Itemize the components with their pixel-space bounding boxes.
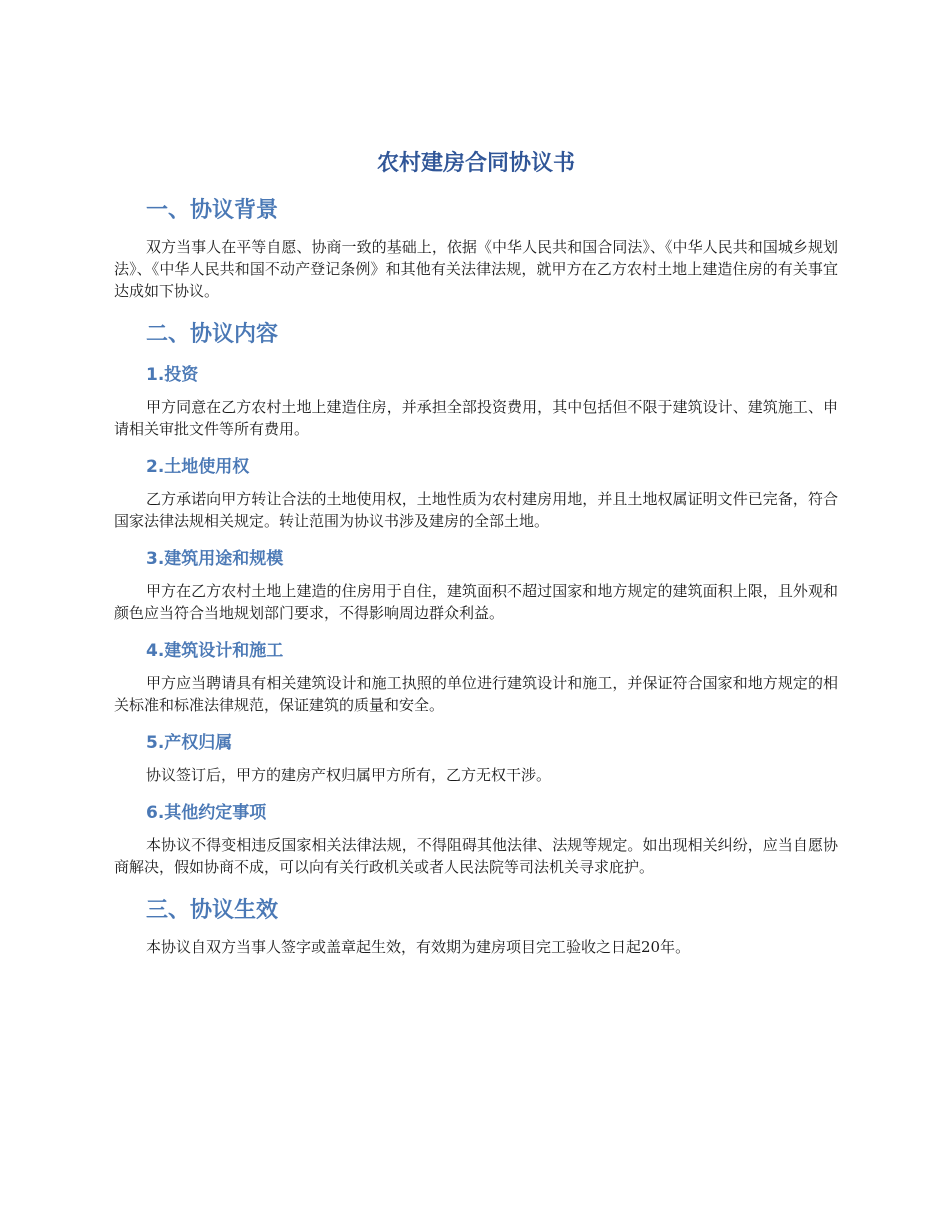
section-heading-background: 一、协议背景 xyxy=(146,198,279,223)
section-paragraph-effectiveness: 本协议自双方当事人签字或盖章起生效，有效期为建房项目完工验收之日起20年。 xyxy=(146,938,691,956)
subsection-paragraph-other-terms: 本协议不得变相违反国家相关法律法规，不得阻碍其他法律、法规等规定。如出现相关纠纷，应当自愿协商解决，假如协商不成，可以向有关行政机关或者人民法院等司法机关寻求庇护。 xyxy=(114,836,838,876)
subsection-heading-other-terms: 6.其他约定事项 xyxy=(146,803,267,823)
subsection-paragraph-design-construction: 甲方应当聘请具有相关建筑设计和施工执照的单位进行建筑设计和施工，并保证符合国家和地方规定的相关标准和标准法律规范，保证建筑的质量和安全。 xyxy=(114,674,838,714)
subsection-paragraph-usage-scale: 甲方在乙方农村土地上建造的住房用于自住，建筑面积不超过国家和地方规定的建筑面积上限，且外观和颜色应当符合当地规划部门要求，不得影响周边群众利益。 xyxy=(114,582,838,622)
subsection-heading-design-construction: 4.建筑设计和施工 xyxy=(146,641,284,661)
subsection-heading-investment: 1.投资 xyxy=(146,365,199,385)
document-title: 农村建房合同协议书 xyxy=(376,151,575,176)
section-heading-content: 二、协议内容 xyxy=(146,322,279,347)
section-paragraph-background: 双方当事人在平等自愿、协商一致的基础上，依据《中华人民共和国合同法》、《中华人民共和国城乡规划法》、《中华人民共和国不动产登记条例》和其他有关法律法规，就甲方在乙方农村土地上建造住房的有关事宜达成如下协议。 xyxy=(114,238,838,300)
subsection-paragraph-investment: 甲方同意在乙方农村土地上建造住房，并承担全部投资费用，其中包括但不限于建筑设计、建筑施工、申请相关审批文件等所有费用。 xyxy=(114,398,838,438)
section-heading-effectiveness: 三、协议生效 xyxy=(146,898,279,923)
subsection-paragraph-land-use-right: 乙方承诺向甲方转让合法的土地使用权，土地性质为农村建房用地，并且土地权属证明文件已完备，符合国家法律法规相关规定。转让范围为协议书涉及建房的全部土地。 xyxy=(114,490,838,530)
subsection-heading-ownership: 5.产权归属 xyxy=(146,733,233,753)
subsection-heading-usage-scale: 3.建筑用途和规模 xyxy=(146,549,284,569)
subsection-heading-land-use-right: 2.土地使用权 xyxy=(146,457,250,477)
subsection-paragraph-ownership: 协议签订后，甲方的建房产权归属甲方所有，乙方无权干涉。 xyxy=(146,766,552,784)
